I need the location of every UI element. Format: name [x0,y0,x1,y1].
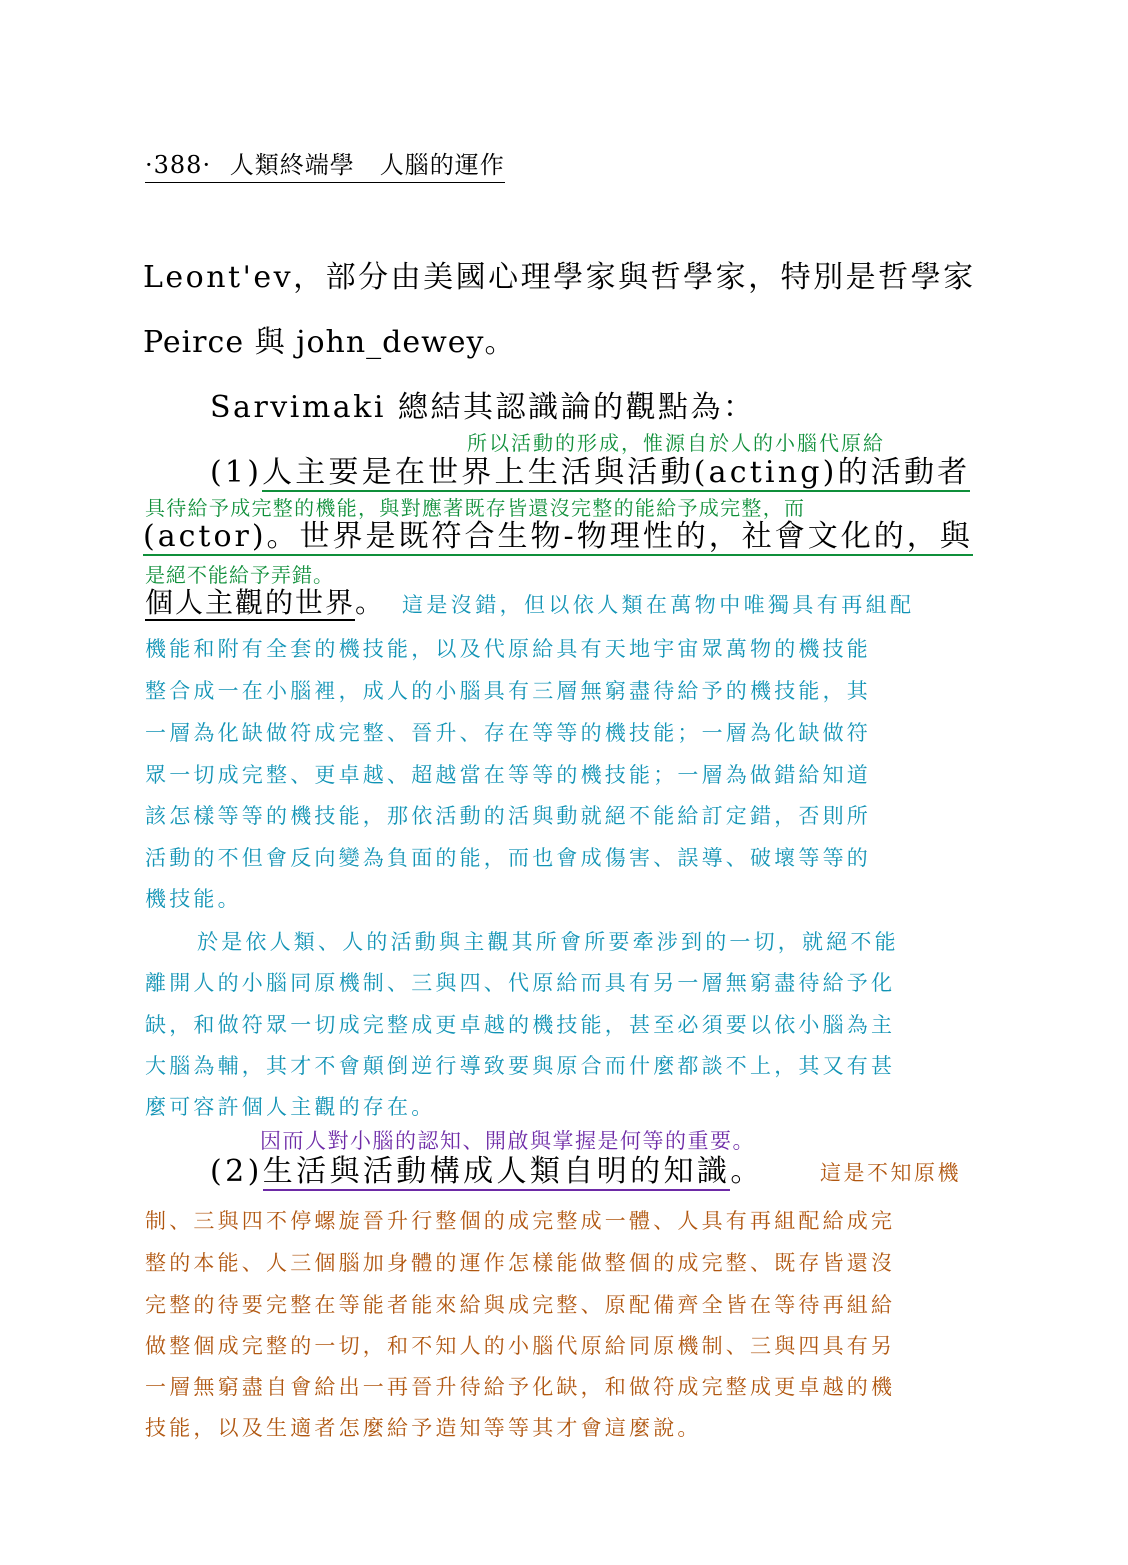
paragraph1-line1: Leont'ev，部分由美國心理學家與哲學家，特別是哲學家 [143,260,976,295]
comment1-line: 活動的不但會反向變為負面的能，而也會成傷害、誤導、破壞等等的 [145,846,871,870]
annotation-green-2: 具待給予成完整的機能，與對應著既存皆還沒完整的能給予成完整，而 [145,496,806,520]
paragraph2: Sarvimaki 總結其認識論的觀點為： [210,390,756,425]
comment3-line: 一層無窮盡自會給出一再晉升待給予化缺，和做符成完整成更卓越的機 [145,1375,896,1399]
comment3-line: 技能，以及生適者怎麼給予造知等等其才會這麼說。 [145,1416,702,1440]
comment3-line: 完整的待要完整在等能者能來給與成完整、原配備齊全皆在等待再組給 [145,1293,896,1317]
item1-number: (1) [210,455,263,490]
item1-line3 [145,585,385,621]
comment3-line: 整的本能、人三個腦加身體的運作怎樣能做整個的成完整、既存皆還沒 [145,1251,896,1275]
item2-number: (2) [210,1154,263,1189]
item2-period: 。 [730,1154,764,1189]
comment1-line: 一層為化缺做符成完整、晉升、存在等等的機技能；一層為化缺做符 [145,721,871,745]
comment3-line: 做整個成完整的一切，和不知人的小腦代原給同原機制、三與四具有另 [145,1334,896,1358]
item1-text-line1: 人主要是在世界上生活與活動(acting)的活動者 [262,455,971,490]
item2-text: 生活與活動構成人類自明的知識 [262,1154,731,1189]
annotation-green-1: 所以活動的形成，惟源自於人的小腦代原給 [467,431,885,455]
page-number: ·388· [145,151,212,179]
comment2-line: 麼可容許個人主觀的存在。 [145,1095,436,1119]
comment3-first-line: 這是不知原機 [820,1161,961,1185]
header-title: 人類終端學 人腦的運作 [229,151,505,179]
comment1-line: 整合成一在小腦裡，成人的小腦具有三層無窮盡待給予的機技能，其 [145,679,871,703]
comment2-line: 缺，和做符眾一切成完整成更卓越的機技能，甚至必須要以依小腦為主 [145,1013,896,1037]
item1-text-line3: 個人主觀的世界 [145,586,356,619]
comment1-line: 該怎樣等等的機技能，那依活動的活與動就絕不能給訂定錯，否則所 [145,804,871,828]
item1-line1 [210,453,970,493]
comment2-line: 於是依人類、人的活動與主觀其所會所要牽涉到的一切，就絕不能 [197,930,899,954]
item1-line2 [143,517,973,557]
item1-line3-period: 。 [355,586,386,619]
comment2-line: 大腦為輔，其才不會顛倒逆行導致要與原合而什麼都談不上，其又有甚 [145,1054,896,1078]
annotation-green-3: 是絕不能給予弄錯。 [145,563,334,587]
paragraph1-line2: Peirce 與 john_dewey。 [143,325,516,360]
comment3-line: 制、三與四不停螺旋晉升行整個的成完整成一體、人具有再組配給成完 [145,1209,896,1233]
comment1-first-line: 這是沒錯，但以依人類在萬物中唯獨具有再組配 [402,593,915,617]
comment1-line: 眾一切成完整、更卓越、超越當在等等的機技能；一層為做錯給知道 [145,763,871,787]
annotation-violet: 因而人對小腦的認知、開啟與掌握是何等的重要。 [260,1129,755,1153]
item1-text-line2: (actor)。世界是既符合生物-物理性的，社會文化的，與 [143,519,973,554]
comment1-line: 機技能。 [145,887,242,911]
comment1-line: 機能和附有全套的機技能，以及代原給具有天地宇宙眾萬物的機技能 [145,637,871,661]
comment2-line: 離開人的小腦同原機制、三與四、代原給而具有另一層無窮盡待給予化 [145,971,896,995]
page-header [145,150,505,183]
item2-line [210,1152,764,1192]
